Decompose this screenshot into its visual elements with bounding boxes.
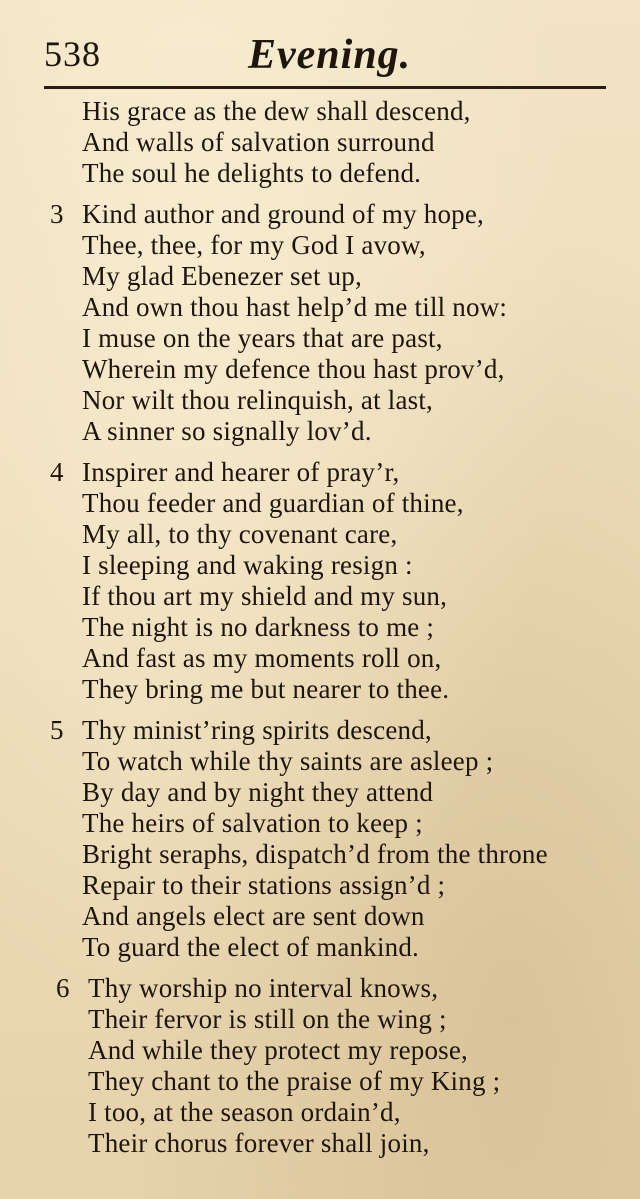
verse-line: I too, at the season ordain’d, (88, 1097, 401, 1127)
stanza-number: 3 (50, 199, 64, 229)
verse-line: Thou feeder and guardian of thine, (82, 488, 464, 518)
verse-line: By day and by night they attend (82, 777, 434, 807)
stanza-6 (0, 973, 640, 1159)
hymn-verses (0, 96, 640, 1159)
verse-line: Bright seraphs, dispatch’d from the throne (82, 839, 548, 869)
verse-line: The heirs of salvation to keep ; (82, 808, 423, 838)
verse-line: Kind author and ground of my hope, (82, 199, 484, 229)
verse-line: Their fervor is still on the wing ; (88, 1004, 447, 1034)
verse-line: Thee, thee, for my God I avow, (82, 230, 426, 260)
verse-line: And own thou hast help’d me till now: (82, 292, 508, 322)
verse-line: And angels elect are sent down (82, 901, 425, 931)
page-header (0, 0, 640, 80)
running-title: Evening. (248, 32, 412, 78)
verse-line: Nor wilt thou relinquish, at last, (82, 385, 434, 415)
verse-line: And walls of salvation surround (82, 127, 435, 157)
stanza-number: 5 (50, 715, 64, 745)
verse-line: To watch while thy saints are asleep ; (82, 746, 494, 776)
verse-line: Repair to their stations assign’d ; (82, 870, 446, 900)
verse-line: The night is no darkness to me ; (82, 612, 435, 642)
verse-line: I sleeping and waking resign : (82, 550, 413, 580)
verse-line: The soul he delights to defend. (82, 158, 422, 188)
verse-line: Thy minist’ring spirits descend, (82, 715, 432, 745)
verse-line: My glad Ebenezer set up, (82, 261, 362, 291)
verse-line: Their chorus forever shall join, (88, 1128, 430, 1158)
verse-line: His grace as the dew shall descend, (82, 96, 471, 126)
verse-line: If thou art my shield and my sun, (82, 581, 448, 611)
page-number: 538 (44, 34, 101, 74)
stanza-continued (0, 96, 640, 189)
stanza-number: 6 (56, 973, 70, 1003)
verse-line: And while they protect my repose, (88, 1035, 468, 1065)
verse-line: To guard the elect of mankind. (82, 932, 420, 962)
header-rule (44, 86, 606, 89)
verse-line: I muse on the years that are past, (82, 323, 443, 353)
stanza-number: 4 (50, 457, 64, 487)
stanza-3 (0, 199, 640, 447)
verse-line: My all, to thy covenant care, (82, 519, 398, 549)
stanza-4 (0, 457, 640, 705)
verse-line: Thy worship no interval knows, (88, 973, 439, 1003)
verse-line: They chant to the praise of my King ; (88, 1066, 501, 1096)
verse-line: Inspirer and hearer of pray’r, (82, 457, 400, 487)
verse-line: A sinner so signally lov’d. (82, 416, 372, 446)
stanza-5 (0, 715, 640, 963)
verse-line: They bring me but nearer to thee. (82, 674, 450, 704)
verse-line: Wherein my defence thou hast prov’d, (82, 354, 505, 384)
verse-line: And fast as my moments roll on, (82, 643, 442, 673)
